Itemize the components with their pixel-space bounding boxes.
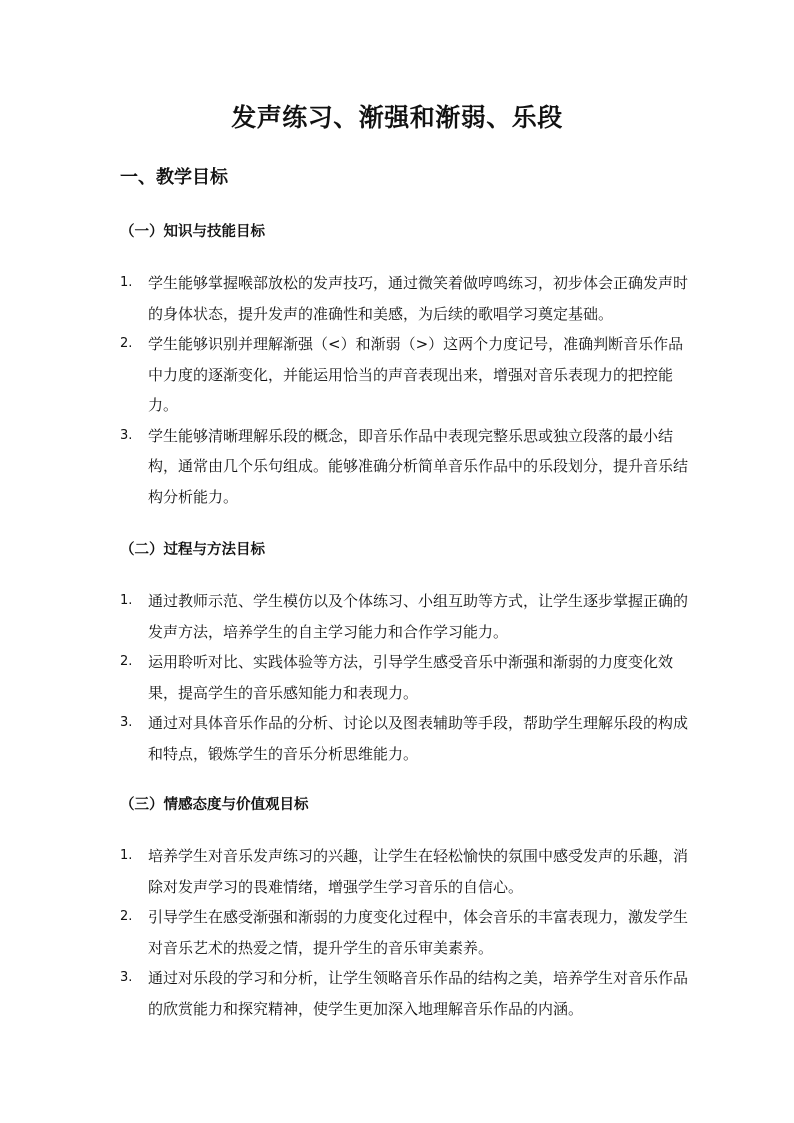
list-item-number: 2.: [120, 909, 133, 924]
list-item-text: 学生能够掌握喉部放松的发声技巧，通过微笑着做哼鸣练习，初步体会正确发声时的身体状态，提升发声的准确性和美感，为后续的歌唱学习奠定基础。: [148, 274, 689, 323]
list-item: [120, 329, 690, 421]
document-title: 发声练习、渐强和渐弱、乐段: [231, 103, 563, 132]
list-item-text: 通过对乐段的学习和分析，让学生领略音乐作品的结构之美，培养学生对音乐作品的欣赏能力和探究精神，使学生更加深入地理解音乐作品的内涵。: [148, 969, 689, 1018]
list-item: [120, 586, 690, 647]
list-item-text: 通过对具体音乐作品的分析、讨论以及图表辅助等手段，帮助学生理解乐段的构成和特点，锻炼学生的音乐分析思维能力。: [148, 714, 689, 763]
process-methods-list: [120, 586, 690, 769]
list-item-number: 2.: [120, 654, 133, 669]
list-item-number: 2.: [120, 336, 133, 351]
list-item-text: 培养学生对音乐发声练习的兴趣，让学生在轻松愉快的氛围中感受发声的乐趣，消除对发声学习的畏难情绪，增强学生学习音乐的自信心。: [148, 847, 689, 896]
list-item: [120, 421, 690, 513]
list-item-number: 3.: [120, 715, 133, 730]
list-item: [120, 647, 690, 708]
list-item: [120, 268, 690, 329]
list-item-number: 1.: [120, 593, 133, 608]
list-item-text: 通过教师示范、学生模仿以及个体练习、小组互助等方式，让学生逐步掌握正确的发声方法，培养学生的自主学习能力和合作学习能力。: [148, 592, 689, 641]
subsection-heading-knowledge-skills: （一）知识与技能目标: [120, 224, 265, 240]
list-item-text: 运用聆听对比、实践体验等方法，引导学生感受音乐中渐强和渐弱的力度变化效果，提高学生的音乐感知能力和表现力。: [148, 653, 674, 702]
subsection-heading-emotion-values: （三）情感态度与价值观目标: [120, 797, 309, 813]
list-item-number: 1.: [120, 848, 133, 863]
section-heading-teaching-goals: 一、教学目标: [120, 167, 228, 188]
list-item: [120, 902, 690, 963]
list-item: [120, 841, 690, 902]
list-item-number: 1.: [120, 275, 133, 290]
list-item-number: 3.: [120, 427, 133, 443]
list-item-text: 学生能够清晰理解乐段的概念，即音乐作品中表现完整乐思或独立段落的最小结构，通常由几个乐句组成。能够准确分析简单音乐作品中的乐段划分，提升音乐结构分析能力。: [148, 426, 689, 506]
list-item: [120, 708, 690, 769]
list-item: [120, 963, 690, 1024]
subsection-heading-process-methods: （二）过程与方法目标: [120, 542, 265, 558]
knowledge-skills-list: [120, 268, 690, 512]
list-item-text: 学生能够识别并理解渐强（<）和渐弱（>）这两个力度记号，准确判断音乐作品中力度的逐渐变化，并能运用恰当的声音表现出来，增强对音乐表现力的把控能力。: [148, 335, 684, 414]
list-item-text: 引导学生在感受渐强和渐弱的力度变化过程中，体会音乐的丰富表现力，激发学生对音乐艺术的热爱之情，提升学生的音乐审美素养。: [148, 908, 689, 957]
emotion-values-list: [120, 841, 690, 1024]
list-item-number: 3.: [120, 970, 133, 985]
